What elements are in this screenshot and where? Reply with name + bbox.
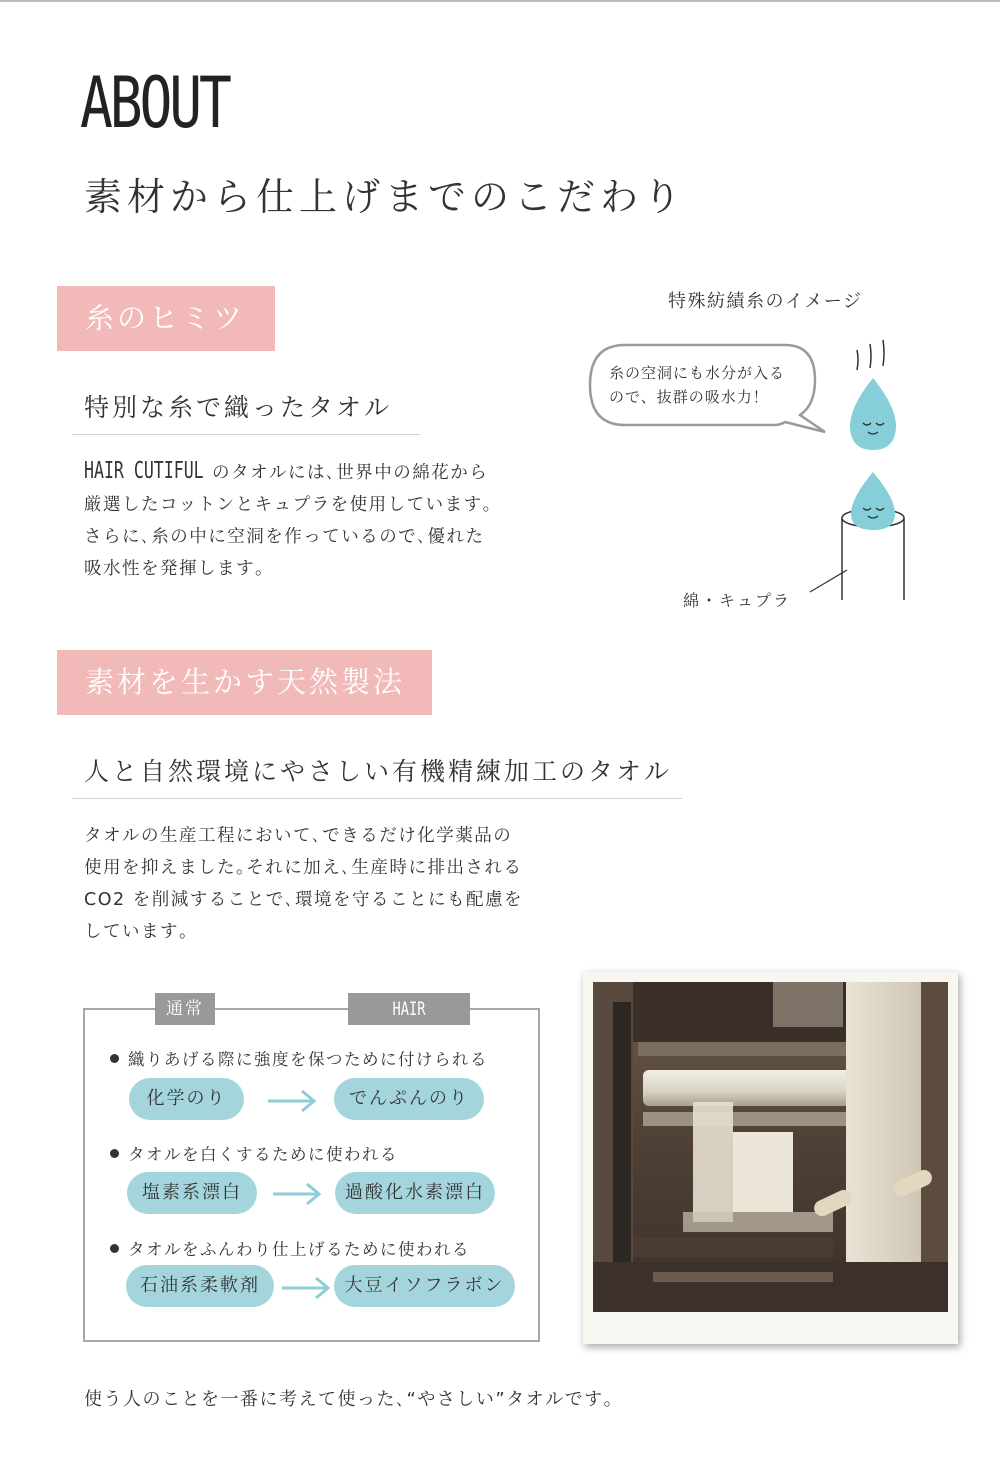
pill-before: 石油系柔軟剤 bbox=[126, 1265, 274, 1307]
pill-after: でんぷんのり bbox=[334, 1078, 484, 1120]
comparison-note: タオルをふんわり仕上げるために使われる bbox=[110, 1236, 470, 1260]
section-tag-process: 素材を生かす天然製法 bbox=[57, 650, 432, 715]
label-normal: 通常 bbox=[155, 993, 215, 1025]
section-tag-thread: 糸のヒミツ bbox=[57, 286, 275, 351]
thread-description: HAIR CUTIFUL のタオルには､世界中の綿花から 厳選したコットンとキュプラを使用しています｡ さらに､糸の中に空洞を作っているので､優れた 吸水性を発揮します｡ bbox=[84, 455, 524, 585]
factory-photo bbox=[593, 982, 948, 1312]
pill-before: 化学のり bbox=[129, 1078, 244, 1120]
thread-cylinder-icon bbox=[842, 472, 904, 600]
speech-bubble-text: 糸の空洞にも水分が入る ので、抜群の吸水力！ bbox=[609, 364, 786, 406]
comparison-note: タオルを白くするために使われる bbox=[110, 1141, 398, 1165]
pill-before: 塩素系漂白 bbox=[127, 1172, 257, 1214]
pill-after: 過酸化水素漂白 bbox=[335, 1172, 495, 1214]
arrow-right-icon bbox=[271, 1182, 323, 1206]
label-brand: HAIR CUTIFUL bbox=[348, 993, 470, 1025]
closing-statement: 使う人のことを一番に考えて使った､“やさしい”タオルです｡ bbox=[84, 1389, 615, 1410]
section-heading-process: 人と自然環境にやさしい有機精練加工のタオル bbox=[84, 757, 673, 786]
factory-photo-frame bbox=[583, 972, 958, 1344]
illustration-caption: 綿・キュプラ bbox=[683, 591, 792, 610]
steam-lines bbox=[857, 340, 884, 370]
pill-after: 大豆イソフラボン bbox=[334, 1265, 515, 1307]
arrow-right-icon bbox=[280, 1276, 332, 1300]
arrow-right-icon bbox=[266, 1089, 318, 1113]
process-description: タオルの生産工程において､できるだけ化学薬品の 使用を抑えました｡それに加え､生産時に排出される CO2 を削減することで､環境を守ることにも配慮を しています｡ bbox=[84, 826, 523, 942]
page-title: ABOUT bbox=[80, 62, 229, 144]
page-subtitle: 素材から仕上げまでのこだわり bbox=[84, 175, 687, 219]
water-drop-icon bbox=[850, 378, 896, 450]
section-heading-thread: 特別な糸で織ったタオル bbox=[84, 393, 393, 422]
heading-divider bbox=[72, 798, 682, 799]
heading-divider bbox=[72, 434, 420, 435]
brand-name: HAIR CUTIFUL bbox=[84, 458, 204, 484]
comparison-note: 織りあげる際に強度を保つために付けられる bbox=[110, 1046, 488, 1070]
illustration-title: 特殊紡績糸のイメージ bbox=[668, 291, 863, 312]
top-divider bbox=[0, 0, 1000, 2]
